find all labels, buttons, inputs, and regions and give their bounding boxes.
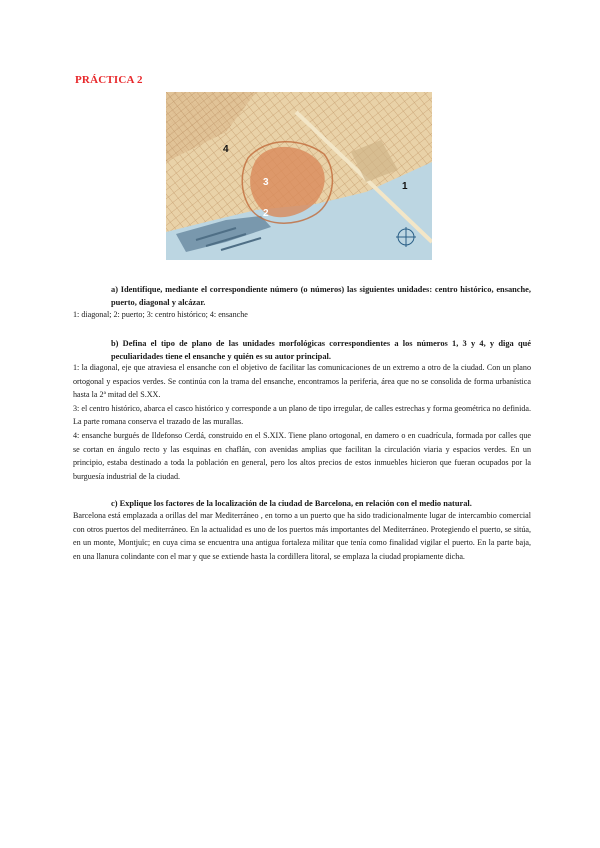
answer-b-1: 1: la diagonal, eje que atraviesa el ensanche con el objetivo de facilitar las comunicaciones de un extremo a otro de la ciudad. Con un plano ortogonal y espacios verdes. Se continúa con la trama del ensanche, encontramos la periferia, área que no se consolida de forma urbanística hasta la 2ª mitad del S.XX.	[73, 363, 531, 400]
answer-a: 1: diagonal; 2: puerto; 3: centro histórico; 4: ensanche	[73, 310, 248, 319]
answer-c: Barcelona está emplazada a orillas del mar Mediterráneo , en torno a un puerto que ha sido tradicionalmente lugar de intercambio comercial con otros puertos del mediterráneo. En la actualidad es uno de los puertos más importantes del Mediterráneo. Protegiendo el puerto, se sitúa, en un monte, Montjuïc; en cuya cima se encuentra una antigua fortaleza militar que tenía como finalidad vigilar el puerto. En la parte baja, en una llanura colindante con el mar y que se extiende hasta la cordillera litoral, se emplaza la ciudad propiamente dicha.	[73, 511, 531, 561]
barcelona-map	[166, 92, 432, 260]
map-label-2: 2	[263, 208, 269, 219]
answer-b-3: 3: el centro histórico, abarca el casco histórico y corresponde a un plano de tipo irregular, de calles estrechas y forma geométrica no definida. La parte romana conserva el trazado de las murallas.	[73, 403, 531, 427]
page-title: PRÁCTICA 2	[75, 74, 143, 86]
map-label-4: 4	[223, 144, 229, 155]
answer-b	[73, 361, 531, 483]
map-label-1: 1	[402, 181, 408, 192]
question-a: a) Identifique, mediante el correspondiente número (o números) las siguientes unidades: centro histórico, ensanche, puerto, diagonal y alcázar.	[111, 285, 531, 307]
map-label-3: 3	[263, 177, 269, 188]
question-b: b) Defina el tipo de plano de las unidades morfológicas correspondientes a los números 1, 3 y 4, y diga qué peculiaridades tiene el ensanche y quién es su autor principal.	[111, 339, 531, 361]
question-c: c) Explique los factores de la localización de la ciudad de Barcelona, en relación con el medio natural.	[111, 499, 472, 508]
answer-b-4: 4: ensanche burgués de Ildefonso Cerdá, construido en el S.XIX. Tiene plano ortogonal, en damero o en cuadrícula, formada por calles que se cortan en ángulo recto y las esquinas en chaflán, con avenidas amplias que facilitan la circulación viaria y espacios verdes. En un principio, estaba destinado a toda la población en general, pero los altos precios de estos inmuebles hicieron que fueran ocupados por la burguesía industrial de la ciudad.	[73, 430, 531, 481]
